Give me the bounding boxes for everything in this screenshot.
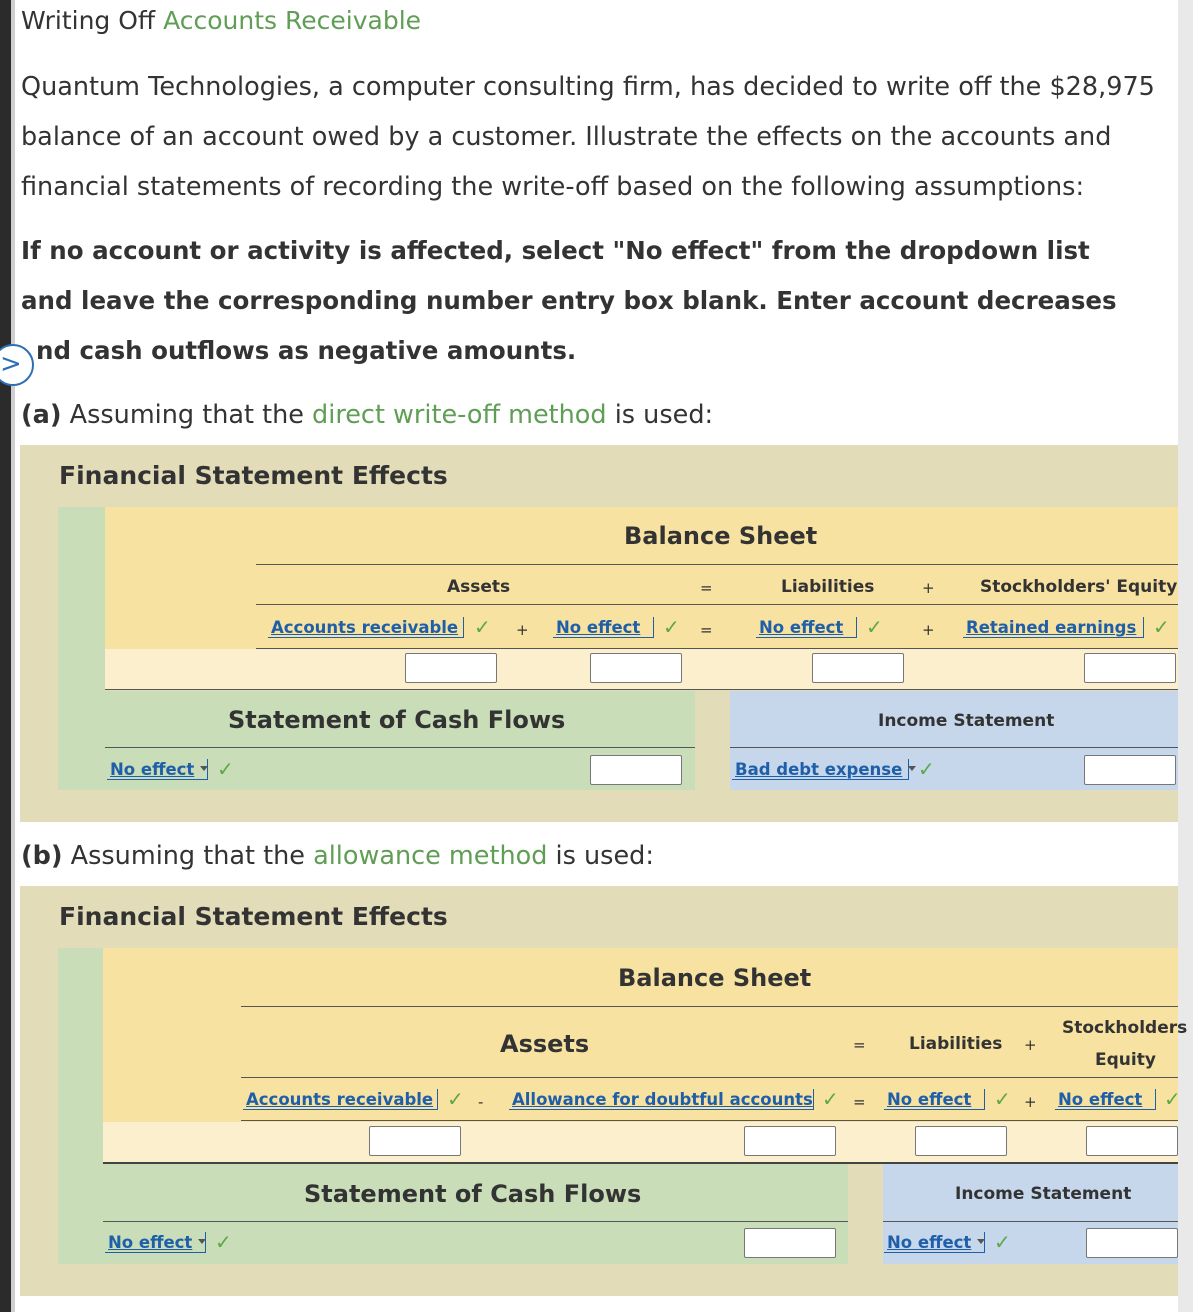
part-a-eq-header: =: [700, 579, 713, 597]
part-b-eq-op: =: [853, 1093, 866, 1111]
next-nav-button[interactable]: [0, 344, 34, 386]
check-icon: ✓: [217, 757, 234, 781]
part-b-plus-op: +: [1024, 1093, 1037, 1111]
select-outline: [509, 1089, 814, 1110]
part-a-income-amount-input[interactable]: [1084, 755, 1176, 785]
part-a-plus-header: +: [922, 579, 935, 597]
select-outline: [553, 617, 654, 638]
part-b-liab-amount-input[interactable]: [915, 1126, 1007, 1156]
select-outline: [732, 759, 909, 780]
divider: [730, 747, 1178, 748]
check-icon: ✓: [215, 1230, 232, 1254]
intro-line-1: Quantum Technologies, a computer consulting firm, has decided to write off the $28,975: [21, 72, 1155, 102]
part-b-equity-header-l2: Equity: [1095, 1050, 1156, 1070]
part-b-plus-header: +: [1024, 1036, 1037, 1054]
select-outline: [756, 617, 857, 638]
part-b-cash-select-label: No effect: [108, 1233, 193, 1252]
check-icon: ✓: [822, 1087, 839, 1111]
part-a-income-select-label: Bad debt expense: [735, 760, 903, 779]
part-b-equity-amount-input[interactable]: [1086, 1126, 1178, 1156]
part-b-liabilities-header: Liabilities: [909, 1034, 1003, 1054]
select-outline: [1055, 1089, 1156, 1110]
divider: [256, 604, 1178, 605]
part-a-equity-amount-input[interactable]: [1084, 653, 1176, 683]
select-outline: [963, 617, 1144, 638]
part-b-asset2-select[interactable]: Allowance for doubtful accounts: [512, 1090, 813, 1109]
part-a-cash-select-label: No effect: [110, 760, 195, 779]
instruction-line-1: If no account or activity is affected, select "No effect" from the dropdown list: [21, 236, 1090, 265]
select-outline: [268, 617, 464, 638]
select-outline: [884, 1232, 985, 1253]
title-prefix: Writing Off: [21, 6, 156, 35]
part-b-green-stripe: [58, 948, 103, 1264]
divider: [241, 1006, 1178, 1007]
select-outline: [243, 1089, 438, 1110]
part-a-asset1-select[interactable]: Accounts receivable: [271, 618, 459, 637]
part-a-income-title: Income Statement: [878, 711, 1055, 731]
instruction-line-3: nd cash outflows as negative amounts.: [36, 336, 577, 365]
part-b-prompt-post: is used:: [555, 841, 654, 871]
check-icon: ✓: [866, 615, 883, 639]
part-a-section-title: Financial Statement Effects: [59, 461, 448, 490]
instruction-line-2: and leave the corresponding number entry box blank. Enter account decreases: [21, 286, 1117, 315]
part-a-balance-sheet-title: Balance Sheet: [624, 522, 818, 550]
part-a-prompt-post: is used:: [614, 400, 714, 430]
divider: [256, 648, 1178, 649]
select-outline: [105, 1232, 206, 1253]
divider: [105, 689, 1178, 690]
left-border: [0, 0, 11, 1312]
check-icon: ✓: [474, 615, 491, 639]
check-icon: ✓: [1153, 615, 1170, 639]
part-a-liab-select[interactable]: No effect: [759, 618, 844, 637]
part-b-balance-input-row: [103, 1122, 1178, 1162]
check-icon: ✓: [994, 1230, 1011, 1254]
part-a-label: (a): [21, 400, 62, 430]
part-b-balance-sheet-title: Balance Sheet: [618, 964, 812, 992]
part-b-income-amount-input[interactable]: [1086, 1228, 1178, 1258]
check-icon: ✓: [447, 1087, 464, 1111]
page-title: [21, 6, 421, 35]
part-a-equity-select[interactable]: Retained earnings: [966, 618, 1137, 637]
part-b-cashflow-title: Statement of Cash Flows: [304, 1180, 642, 1208]
check-icon: ✓: [1164, 1087, 1181, 1111]
part-b-assets-header: Assets: [500, 1030, 590, 1058]
chevron-down-icon: [908, 766, 916, 771]
divider: [103, 1221, 848, 1222]
part-a-cash-amount-input[interactable]: [590, 755, 682, 785]
part-a-liabilities-header: Liabilities: [781, 577, 875, 597]
part-b-section-title: Financial Statement Effects: [59, 902, 448, 931]
chevron-right-icon: >: [0, 349, 22, 379]
check-icon: ✓: [994, 1087, 1011, 1111]
part-a-equity-header: Stockholders' Equity: [980, 577, 1178, 597]
left-border-inner: [11, 0, 15, 1312]
part-b-method-link[interactable]: allowance method: [313, 841, 548, 871]
part-a-prompt: [21, 400, 713, 430]
intro-line-2: balance of an account owed by a customer. Illustrate the effects on the accounts and: [21, 122, 1112, 152]
part-a-plus-op: +: [516, 621, 529, 639]
check-icon: ✓: [918, 757, 935, 781]
part-b-liab-select[interactable]: No effect: [887, 1090, 972, 1109]
part-a-asset2-select[interactable]: No effect: [556, 618, 641, 637]
scrollbar-track[interactable]: [1178, 0, 1193, 1312]
part-b-label: (b): [21, 841, 63, 871]
part-b-cash-amount-input[interactable]: [744, 1228, 836, 1258]
divider: [105, 747, 695, 748]
part-a-prompt-pre: Assuming that the: [69, 400, 304, 430]
part-a-green-stripe: [58, 507, 105, 790]
divider: [256, 564, 1178, 565]
part-a-asset2-amount-input[interactable]: [590, 653, 682, 683]
part-a-cashflow-title: Statement of Cash Flows: [228, 706, 566, 734]
part-a-plus-op2: +: [922, 621, 935, 639]
divider: [883, 1221, 1178, 1222]
check-icon: ✓: [663, 615, 680, 639]
part-b-equity-select[interactable]: No effect: [1058, 1090, 1143, 1109]
part-a-liab-amount-input[interactable]: [812, 653, 904, 683]
select-outline: [884, 1089, 985, 1110]
part-b-prompt: [21, 841, 654, 871]
part-b-eq-header: =: [853, 1036, 866, 1054]
part-a-asset1-amount-input[interactable]: [405, 653, 497, 683]
part-b-asset2-amount-input[interactable]: [744, 1126, 836, 1156]
part-b-income-title: Income Statement: [955, 1184, 1132, 1204]
part-b-equity-header-l1: Stockholders: [1062, 1018, 1188, 1038]
part-a-method-link[interactable]: direct write-off method: [312, 400, 607, 430]
intro-line-3: financial statements of recording the write-off based on the following assumptions:: [21, 172, 1085, 202]
select-outline: [107, 759, 208, 780]
title-link[interactable]: Accounts Receivable: [163, 6, 422, 35]
part-b-income-select-label: No effect: [887, 1233, 972, 1252]
part-b-asset1-select[interactable]: Accounts receivable: [246, 1090, 434, 1109]
divider: [241, 1120, 1178, 1121]
part-a-eq-op: =: [700, 621, 713, 639]
divider: [241, 1077, 1178, 1078]
part-b-minus-op: -: [478, 1093, 484, 1111]
part-a-assets-header: Assets: [447, 577, 511, 597]
part-b-prompt-pre: Assuming that the: [70, 841, 305, 871]
part-b-asset1-amount-input[interactable]: [369, 1126, 461, 1156]
